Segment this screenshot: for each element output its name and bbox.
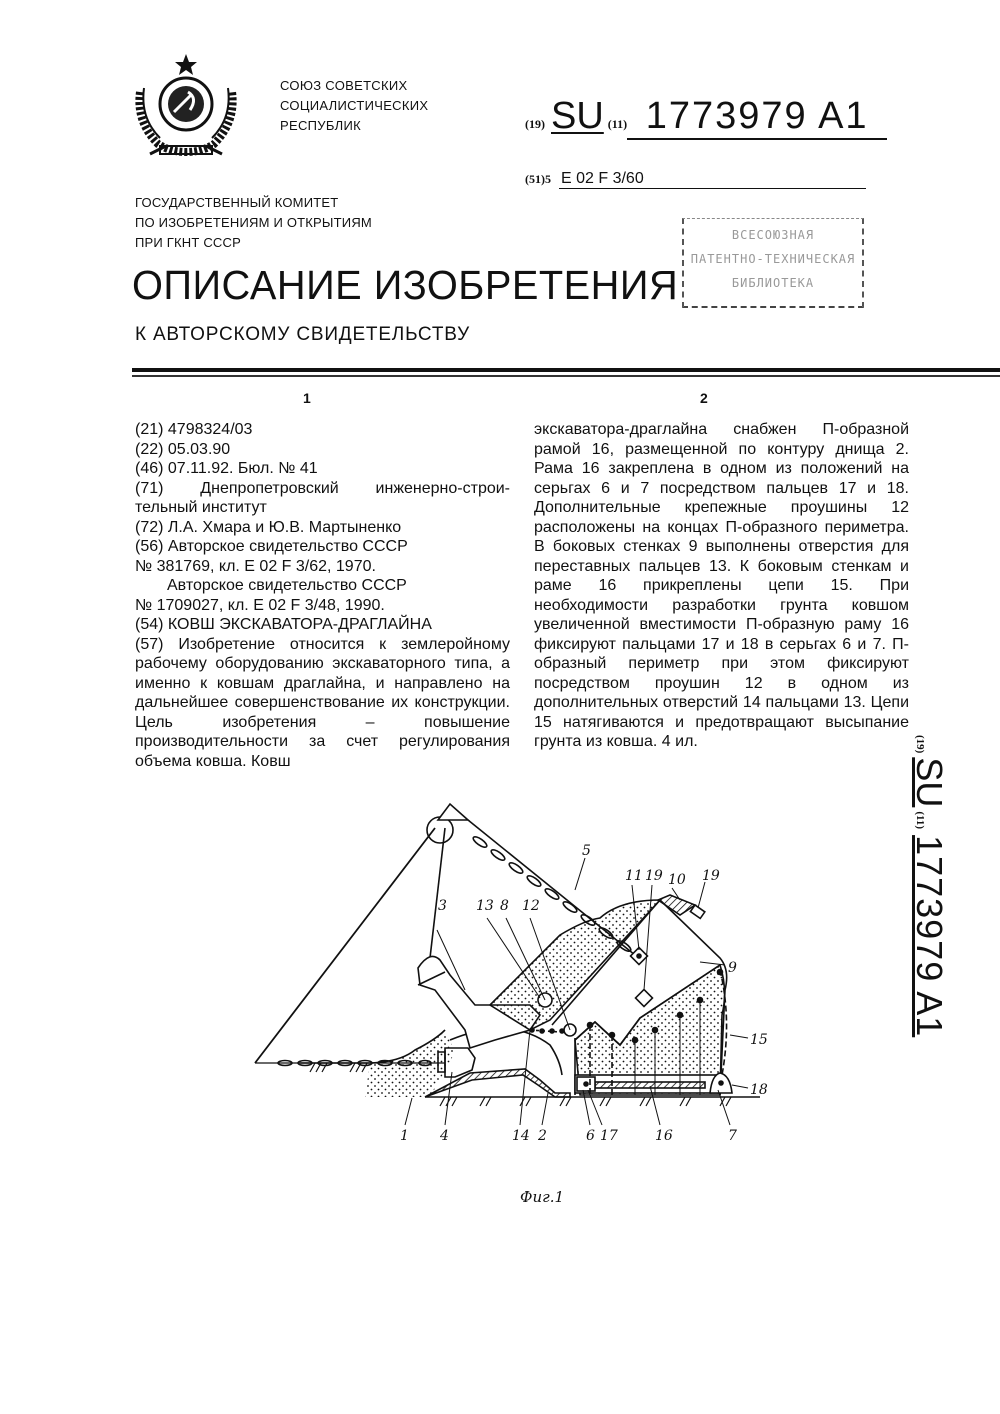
issuing-committee [135,193,372,253]
stamp-line: ВСЕСОЮЗНАЯ [731,228,815,242]
label-2: 2 [538,1128,547,1144]
ussr-emblem-icon [130,52,242,164]
label-7: 7 [728,1128,737,1144]
label-14: 14 [512,1128,530,1144]
field-57-abstract [135,635,510,772]
label-1: 1 [400,1128,409,1144]
figure-1 [240,790,800,1144]
stamp-line: БИБЛИОТЕКА [731,276,815,290]
field-56-cont: № 381769, кл. E 02 F 3/62, 1970. [135,557,376,575]
header-rule-thin [132,375,1000,377]
side-country-code: SU [909,757,950,808]
committee-line: ГОСУДАРСТВЕННЫЙ КОМИТЕТ [135,195,339,210]
ussr-emblem [130,52,242,164]
ipc-classification [525,170,866,189]
country-line: СОЦИАЛИСТИЧЕСКИХ [280,98,429,113]
label-19a: 19 [645,868,663,884]
dragline-bucket-drawing [240,790,800,1144]
ipc-value: E 02 F 3/60 [559,170,866,189]
label-9: 9 [728,960,737,976]
column-number-1: 1 [303,390,311,406]
field-46: (46) 07.11.92. Бюл. № 41 [135,460,318,477]
field-21: (21) 4798324/03 [135,421,253,438]
field-54-title: (54) КОВШ ЭКСКАВАТОРА-ДРАГЛАЙНА [135,616,432,633]
side-publication-number [905,735,985,1085]
country-line: СОЮЗ СОВЕТСКИХ [280,78,408,93]
side-pub-tag: (11) [914,811,926,830]
country-code: SU [551,95,604,137]
committee-line: ПО ИЗОБРЕТЕНИЯМ И ОТКРЫТИЯМ [135,215,372,230]
country-line: РЕСПУБЛИК [280,118,362,133]
label-10: 10 [668,872,686,888]
label-13: 13 [476,898,494,914]
field-56-ref2-cont: № 1709027, кл. E 02 F 3/48, 1990. [135,596,385,614]
figure-caption: Фиг.1 [520,1188,565,1206]
label-12: 12 [522,898,540,914]
abstract-text: (57) Изобретение относится к землеройному рабочему оборудованию экскаваторного типа, а именно к ковшам драглайна, и направлено на дальнейшее совершенствование их конструкции. Цель изобретения – повышение производительности за счет регулирования объема ковша. [135,635,510,770]
label-3: 3 [438,898,447,914]
pub-number-tag: (11) [607,117,628,131]
publication-number [525,95,887,140]
stamp-line: ПАТЕНТНО-ТЕХНИЧЕСКАЯ [690,252,856,266]
label-8: 8 [500,898,509,914]
abstract-continues: Ковш [250,752,291,770]
bibliographic-column [135,420,510,771]
label-6: 6 [586,1128,595,1144]
abstract-continuation: экскаватора-драглайна снабжен П-образной рамой 16, размещенной по контуру днища 2. Рама 16 закреплена в одном из положений на серьгах 6 и 7 посредством пальцев 17 и 18. Дополнительные крепежные проушины 12 расположены на концах П-образного периметра. В боковых стенках 9 выполнены отверстия для переставных пальцев 13. К боковым стенкам и раме 16 прикреплены цепи 15. При необходимости разработки грунта ковшом увеличенной вместимости П-образную раму 16 фиксируют пальцами 17 и 18 в серьгах 6 и 7. П-образный периметр при этом фиксируют посредством проушин 12 в одном из дополнительных отверстий 14 пальцами 13. Цепи 15 натягиваются и предотвращают высыпание грунта из ковша. 4 ил. [534,421,909,750]
label-11: 11 [625,868,643,884]
header-rule-thick [132,368,1000,372]
label-19b: 19 [702,868,720,884]
field-56-ref2: Авторское свидетельство СССР [167,577,407,594]
field-71: (71) Днепропетровский инженерно-строи- [135,479,510,497]
country-code-tag: (19) [525,117,545,131]
document-subtitle: К АВТОРСКОМУ СВИДЕТЕЛЬСТВУ [135,324,470,345]
document-title: ОПИСАНИЕ ИЗОБРЕТЕНИЯ [132,262,679,308]
issuing-country [280,76,428,136]
side-country-tag: (19) [914,735,926,754]
library-stamp [682,218,864,308]
committee-line: ПРИ ГКНТ СССР [135,235,241,250]
pub-number: 1773979 A1 [627,95,887,140]
label-18: 18 [750,1082,768,1098]
label-4: 4 [440,1128,449,1144]
field-22: (22) 05.03.90 [135,440,231,458]
ipc-tag: (51)5 [525,172,551,186]
abstract-column [534,420,909,752]
label-16: 16 [655,1128,673,1144]
column-number-2: 2 [700,390,708,406]
field-71-cont: тельный институт [135,499,267,516]
sheave [427,817,453,843]
label-15: 15 [750,1032,768,1048]
label-5: 5 [582,843,591,859]
field-72: (72) Л.А. Хмара и Ю.В. Мартыненко [135,518,402,536]
side-pub-number: 1773979 A1 [909,835,950,1038]
field-56: (56) Авторское свидетельство СССР [135,538,408,555]
label-17: 17 [600,1128,618,1144]
